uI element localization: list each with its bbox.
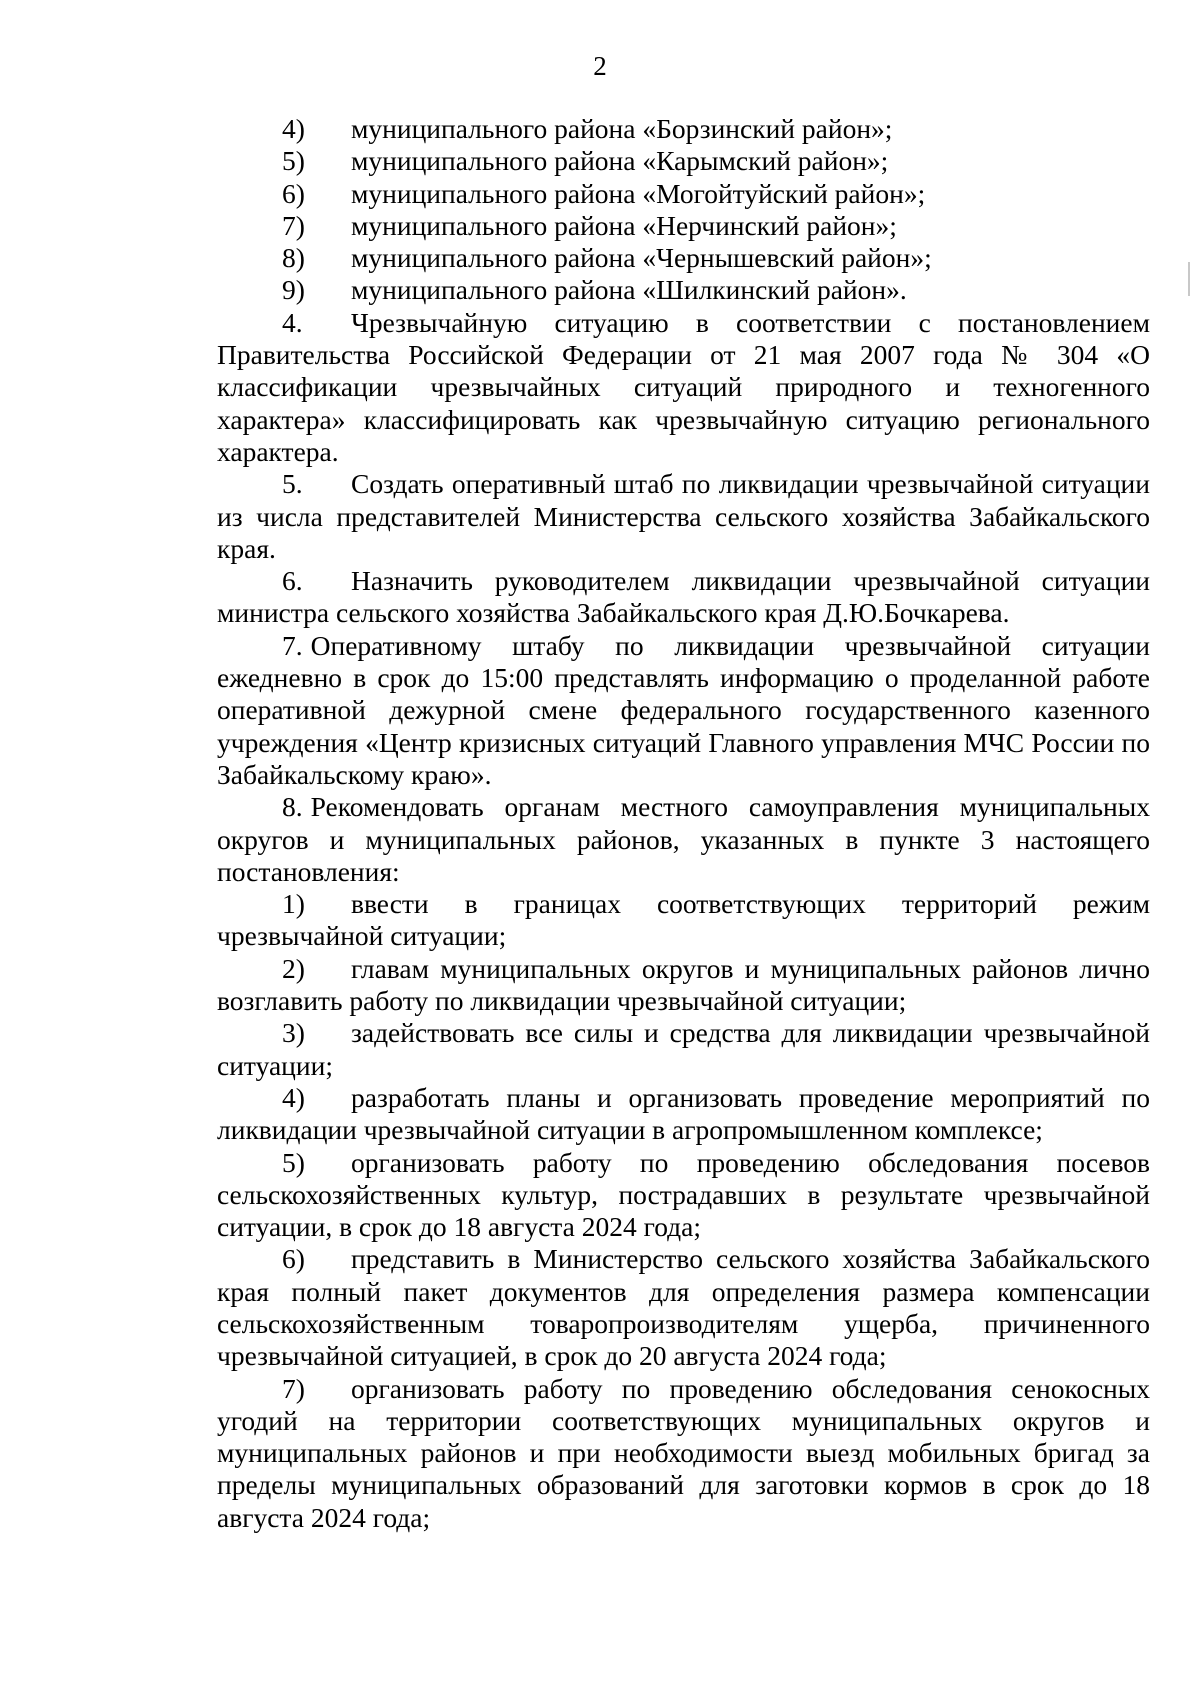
recommendation-number: 7) — [282, 1372, 305, 1404]
recommendation-number: 6) — [282, 1243, 305, 1275]
paragraph-number: 4. — [282, 306, 303, 338]
list-item-text: муниципального района «Шилкинский район». — [351, 274, 907, 306]
recommendation-text: ввести в границах соответствующих территорий режим чрезвычайной ситуации; — [217, 888, 1150, 952]
document-body — [217, 113, 1150, 1534]
paragraph-text: Создать оперативный штаб по ликвидации чрезвычайной ситуации из числа представителей Министерства сельского хозяйства Забайкальского края. — [217, 468, 1150, 564]
recommendation-item — [217, 888, 1150, 953]
recommendation-text: организовать работу по проведению обследования сенокосных угодий на территории соответствующих муниципальных округов и муниципальных районов и при необходимости выезд мобильных бригад за пределы муниципальных образований для заготовки кормов в срок до 18 августа 2024 года; — [217, 1372, 1150, 1533]
list-item-number: 6) — [282, 177, 305, 209]
recommendation-item — [217, 953, 1150, 1018]
list-item-number: 4) — [282, 113, 305, 144]
list-item-text: муниципального района «Нерчинский район»; — [351, 209, 897, 241]
list-item — [217, 178, 1150, 210]
paragraph-item-4 — [217, 307, 1150, 468]
list-item-text: муниципального района «Чернышевский район»; — [351, 242, 932, 274]
list-item — [217, 113, 1150, 145]
recommendation-number: 1) — [282, 888, 305, 920]
recommendation-text: задействовать все силы и средства для ликвидации чрезвычайной ситуации; — [217, 1017, 1150, 1081]
list-item-text: муниципального района «Карымский район»; — [351, 145, 889, 177]
paragraph-number: 6. — [282, 565, 303, 597]
paragraph-number: 5. — [282, 468, 303, 500]
paragraph-item-7 — [217, 630, 1150, 791]
list-item-number: 5) — [282, 145, 305, 177]
recommendation-item — [217, 1082, 1150, 1147]
list-item — [217, 274, 1150, 306]
recommendation-number: 4) — [282, 1081, 305, 1113]
recommendation-item — [217, 1147, 1150, 1244]
scan-edge-mark — [1188, 262, 1190, 296]
paragraph-number: 8. — [282, 791, 303, 823]
paragraph-number: 7. — [282, 629, 303, 661]
list-item — [217, 210, 1150, 242]
recommendation-item — [217, 1017, 1150, 1082]
paragraph-item-5 — [217, 468, 1150, 565]
recommendation-number: 5) — [282, 1146, 305, 1178]
list-item-text: муниципального района «Могойтуйский район»; — [351, 177, 926, 209]
paragraph-text: Назначить руководителем ликвидации чрезвычайной ситуации министра сельского хозяйства Забайкальского края Д.Ю.Бочкарева. — [217, 565, 1150, 629]
paragraph-text: Рекомендовать органам местного самоуправления муниципальных округов и муниципальных районов, указанных в пункте 3 настоящего постановления: — [217, 791, 1150, 887]
list-item — [217, 242, 1150, 274]
list-item-number: 9) — [282, 274, 305, 306]
recommendation-number: 3) — [282, 1017, 305, 1049]
paragraph-item-8 — [217, 791, 1150, 888]
paragraph-text: Оперативному штабу по ликвидации чрезвычайной ситуации ежедневно в срок до 15:00 представлять информацию о проделанной работе оперативной дежурной смене федерального государственного казенного учреждения «Центр кризисных ситуаций Главного управления МЧС России по Забайкальскому краю». — [217, 629, 1150, 790]
paragraph-item-6 — [217, 565, 1150, 630]
recommendation-text: организовать работу по проведению обследования посевов сельскохозяйственных культур, пострадавших в результате чрезвычайной ситуации, в срок до 18 августа 2024 года; — [217, 1146, 1150, 1243]
recommendation-item — [217, 1243, 1150, 1372]
recommendation-text: представить в Министерство сельского хозяйства Забайкальского края полный пакет документов для определения размера компенсации сельскохозяйственным товаропроизводителям ущерба, причиненного чрезвычайной ситуацией, в срок до 20 августа 2024 года; — [217, 1243, 1150, 1372]
recommendation-text: главам муниципальных округов и муниципальных районов лично возглавить работу по ликвидации чрезвычайной ситуации; — [217, 952, 1150, 1017]
recommendation-item — [217, 1373, 1150, 1534]
list-item-number: 7) — [282, 209, 305, 241]
list-item-text: муниципального района «Борзинский район»; — [351, 113, 893, 144]
recommendation-number: 2) — [282, 952, 305, 984]
recommendation-text: разработать планы и организовать проведение мероприятий по ликвидации чрезвычайной ситуации в агропромышленном комплексе; — [217, 1081, 1150, 1146]
page-number: 2 — [593, 51, 607, 81]
list-item — [217, 145, 1150, 177]
paragraph-text: Чрезвычайную ситуацию в соответствии с постановлением Правительства Российской Федерации от 21 мая 2007 года № 304 «О классификации чрезвычайных ситуаций природного и техногенного характера» классифицировать как чрезвычайную ситуацию регионального характера. — [217, 306, 1150, 467]
list-item-number: 8) — [282, 242, 305, 274]
